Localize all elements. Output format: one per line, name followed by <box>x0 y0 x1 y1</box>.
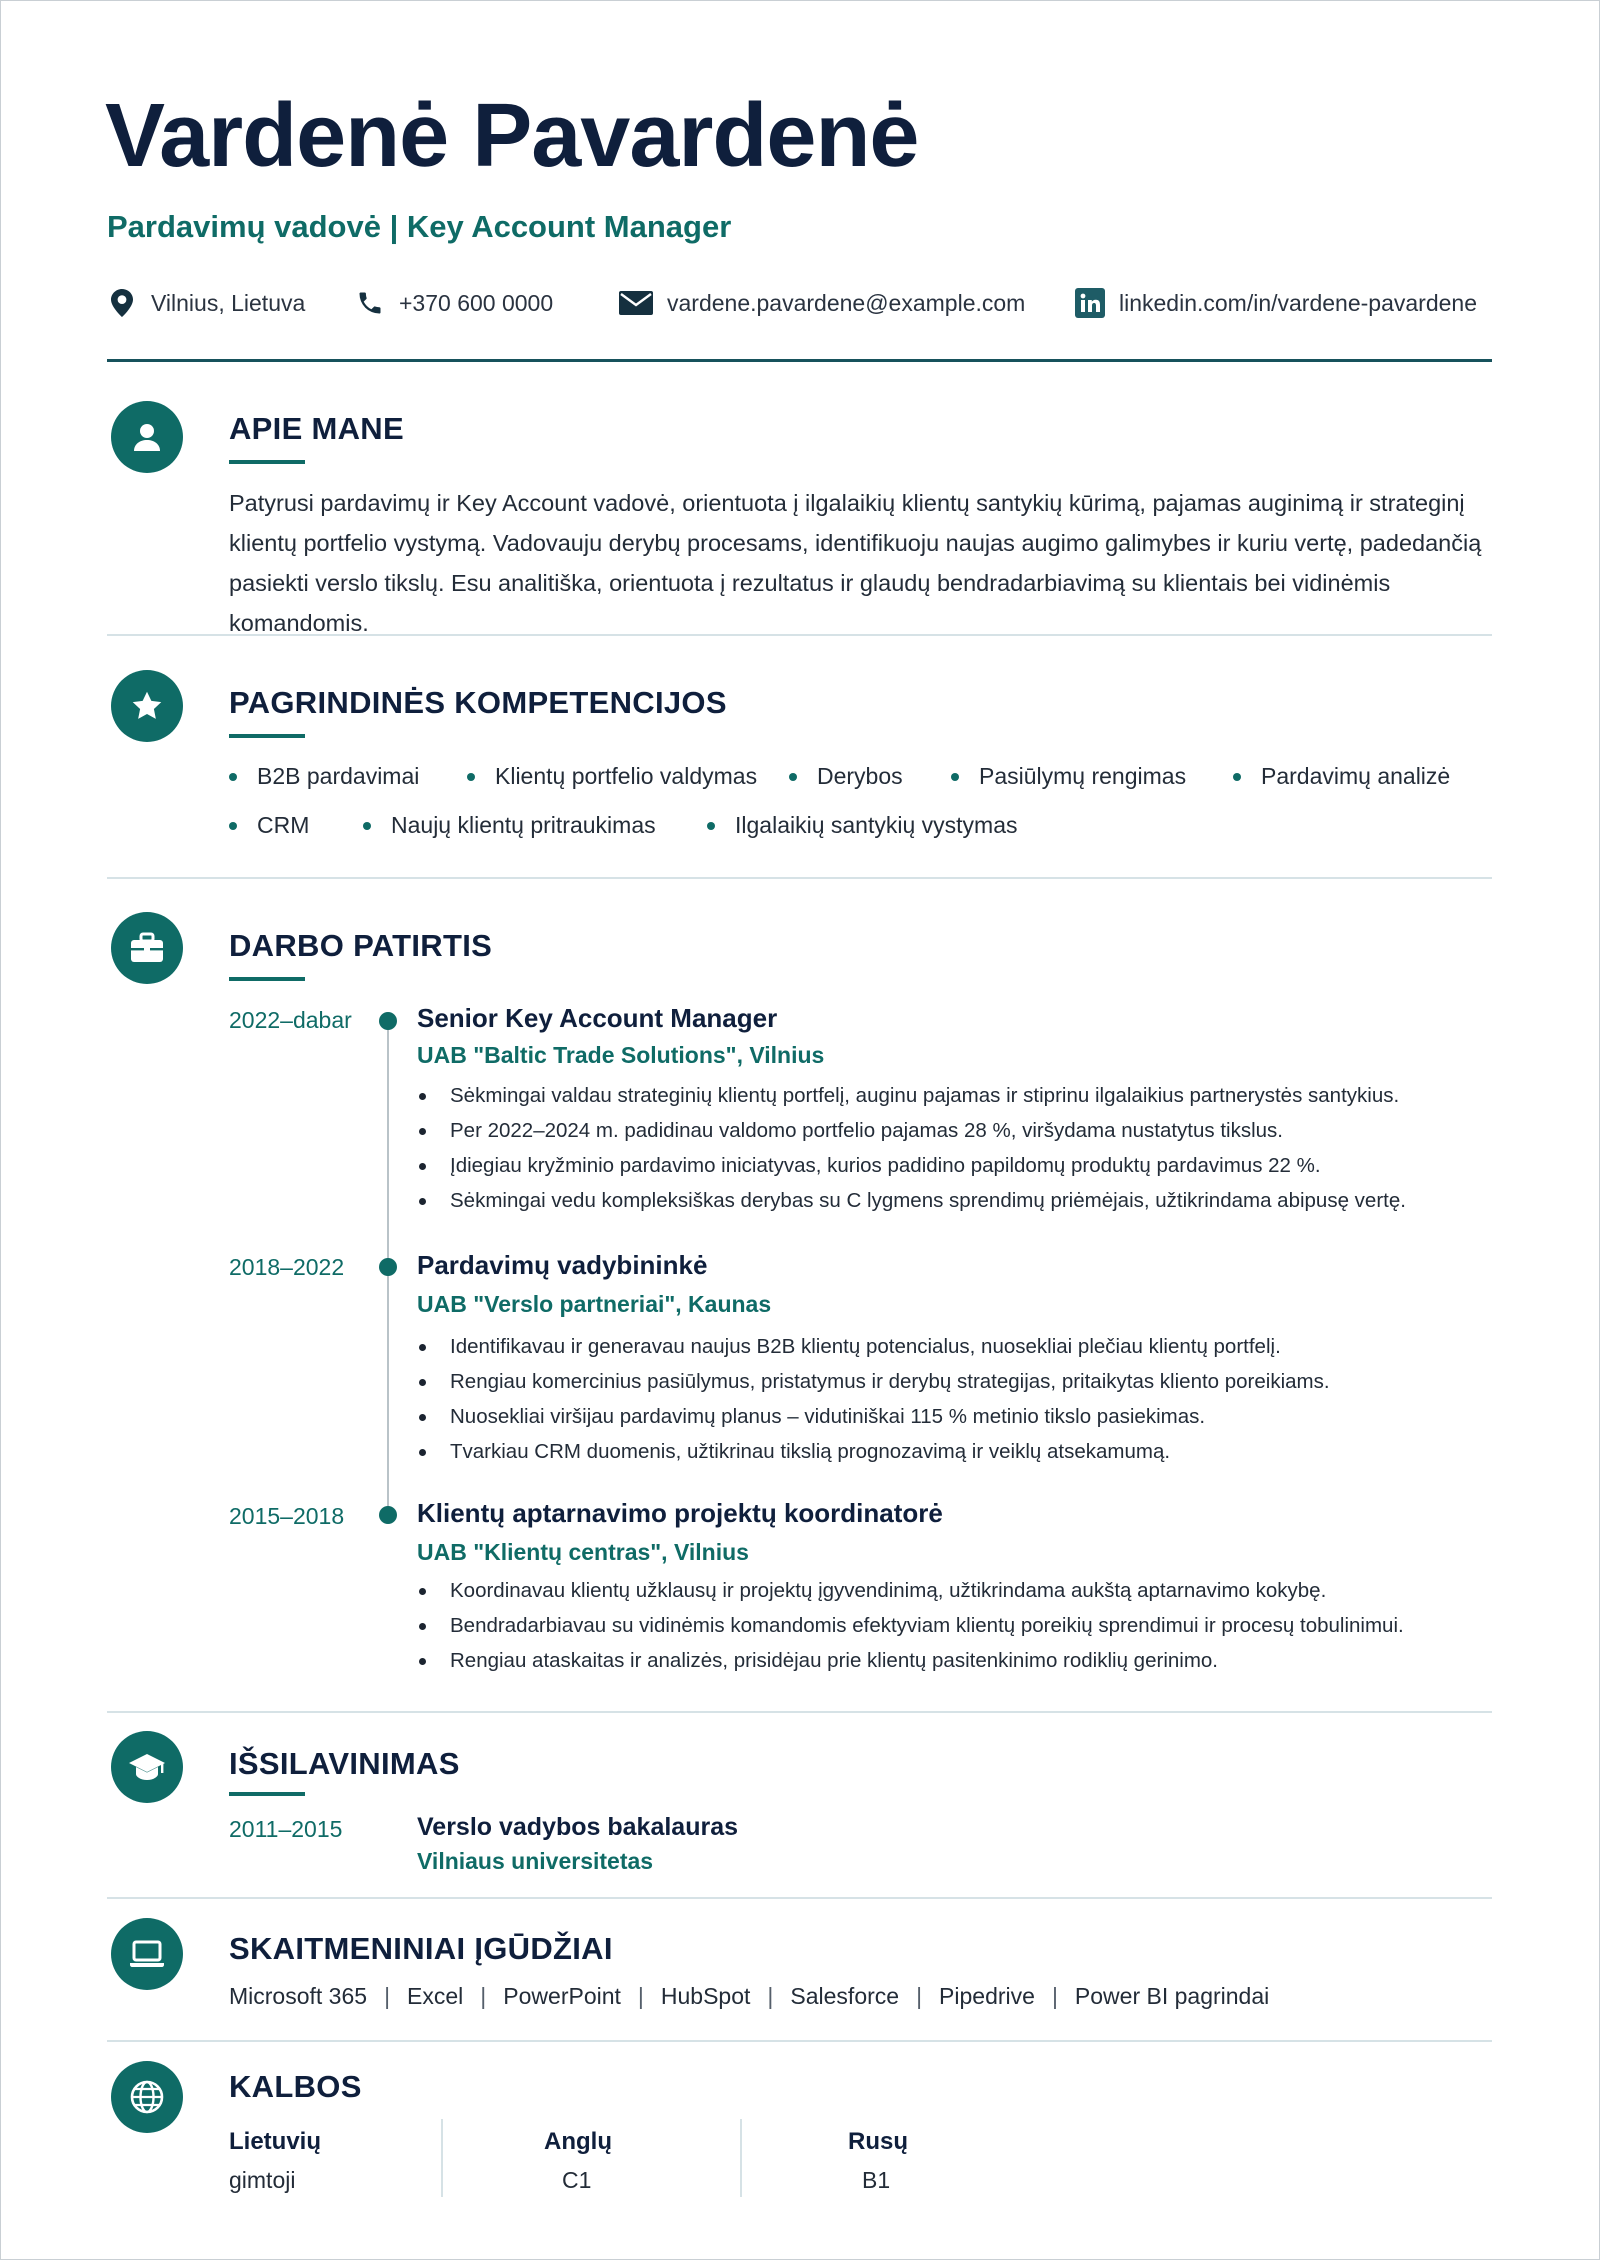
job-bullet: Identifikavau ir generavau naujus B2B klientų potencialus, nuosekliai plečiau klientų portfelį. <box>419 1335 1281 1359</box>
language-divider <box>441 2119 443 2197</box>
job-years: 2022–dabar <box>229 1007 352 1033</box>
language-level: B1 <box>862 2167 891 2193</box>
competency-item: Pardavimų analizė <box>1233 763 1450 790</box>
contact-linkedin-text[interactable]: linkedin.com/in/vardene-pavardene <box>1119 289 1477 316</box>
job-company: UAB "Klientų centras", Vilnius <box>417 1539 749 1565</box>
timeline-dot <box>379 1258 397 1276</box>
language-name: Lietuvių <box>229 2128 322 2155</box>
linkedin-icon <box>1075 288 1105 318</box>
competency-item: Pasiūlymų rengimas <box>951 763 1186 790</box>
contact-phone <box>355 285 553 321</box>
section-title-about: APIE MANE <box>229 411 404 446</box>
skill-item: Pipedrive <box>939 1983 1035 2009</box>
skill-separator: | <box>916 1983 923 2009</box>
candidate-name: Vardenė Pavardenė <box>105 86 919 186</box>
skill-item: HubSpot <box>660 1983 751 2009</box>
location-pin-icon <box>107 288 137 318</box>
skill-item: Excel <box>407 1983 464 2009</box>
job-title: Senior Key Account Manager <box>417 1003 778 1033</box>
contact-linkedin[interactable] <box>1075 285 1477 321</box>
competency-item: Ilgalaikių santykių vystymas <box>707 812 1018 839</box>
contact-email-text[interactable]: vardene.pavardene@example.com <box>667 289 1026 316</box>
skill-item: PowerPoint <box>503 1983 621 2009</box>
contact-location <box>107 285 305 321</box>
section-divider <box>107 634 1492 636</box>
skill-item: Microsoft 365 <box>229 1983 368 2009</box>
skill-separator: | <box>1051 1983 1058 2009</box>
header-divider <box>107 359 1492 362</box>
education-years: 2011–2015 <box>229 1816 343 1842</box>
job-title: Pardavimų vadybininkė <box>417 1250 708 1280</box>
skill-item: Salesforce <box>790 1983 900 2009</box>
education-school: Vilniaus universitetas <box>417 1848 654 1874</box>
job-bullet: Bendradarbiavau su vidinėmis komandomis efektyviam klientų poreikių sprendimui ir procesų tobulinimui. <box>419 1614 1404 1638</box>
section-title-languages: KALBOS <box>229 2069 362 2104</box>
section-underline <box>229 977 305 981</box>
section-title-digital-skills: SKAITMENINIAI ĮGŪDŽIAI <box>229 1931 613 1966</box>
timeline-dot <box>379 1012 397 1030</box>
job-bullet: Sėkmingai valdau strateginių klientų portfelį, auginu pajamas ir stiprinu ilgalaikius partnerystės santykius. <box>419 1084 1399 1108</box>
skill-separator: | <box>637 1983 644 2009</box>
section-underline <box>229 460 305 464</box>
job-bullet: Rengiau komercinius pasiūlymus, pristatymus ir derybų strategijas, pritaikytas kliento poreikiams. <box>419 1370 1330 1394</box>
skill-item: Power BI pagrindai <box>1074 1983 1270 2009</box>
job-years: 2018–2022 <box>229 1254 345 1280</box>
globe-icon <box>111 2061 183 2133</box>
graduation-cap-icon <box>111 1731 183 1803</box>
contact-email[interactable] <box>619 285 1025 321</box>
section-divider <box>107 877 1492 879</box>
section-title-education: IŠSILAVINIMAS <box>229 1746 460 1781</box>
competency-item: Klientų portfelio valdymas <box>467 763 757 790</box>
language-name: Anglų <box>544 2128 612 2155</box>
phone-icon <box>355 288 385 318</box>
job-bullet: Koordinavau klientų užklausų ir projektų įgyvendinimą, užtikrindama aukštą aptarnavimo kokybę. <box>419 1579 1326 1603</box>
laptop-icon <box>111 1918 183 1990</box>
competency-item: B2B pardavimai <box>229 763 419 790</box>
competency-item: Naujų klientų pritraukimas <box>363 812 656 839</box>
job-bullet: Tvarkiau CRM duomenis, užtikrinau tikslią prognozavimą ir veiklų atsekamumą. <box>419 1440 1170 1464</box>
skill-separator: | <box>384 1983 391 2009</box>
job-title: Klientų aptarnavimo projektų koordinatorė <box>417 1498 943 1528</box>
user-icon <box>111 401 183 473</box>
job-bullet: Įdiegiau kryžminio pardavimo iniciatyvas, kurios padidino papildomų produktų pardavimus 22 %. <box>419 1154 1321 1178</box>
job-company: UAB "Baltic Trade Solutions", Vilnius <box>417 1042 825 1068</box>
skill-separator: | <box>480 1983 487 2009</box>
competency-item: CRM <box>229 812 309 839</box>
contact-phone-text: +370 600 0000 <box>399 289 554 316</box>
section-divider <box>107 1897 1492 1899</box>
job-company: UAB "Verslo partneriai", Kaunas <box>417 1291 772 1317</box>
timeline-dot <box>379 1506 397 1524</box>
section-title-experience: DARBO PATIRTIS <box>229 928 493 963</box>
star-icon <box>111 670 183 742</box>
language-level: C1 <box>562 2167 592 2193</box>
briefcase-icon <box>111 912 183 984</box>
email-icon <box>619 288 653 318</box>
section-divider <box>107 2040 1492 2042</box>
competency-item: Derybos <box>789 763 903 790</box>
education-degree: Verslo vadybos bakalauras <box>417 1813 739 1841</box>
section-title-competencies: PAGRINDINĖS KOMPETENCIJOS <box>229 685 727 720</box>
section-divider <box>107 1711 1492 1713</box>
skill-separator: | <box>767 1983 774 2009</box>
language-divider <box>740 2119 742 2197</box>
job-bullet: Sėkmingai vedu kompleksiškas derybas su C lygmens sprendimų priėmėjais, užtikrindama abipusę vertę. <box>419 1189 1406 1213</box>
job-bullet: Rengiau ataskaitas ir analizės, prisidėjau prie klientų pasitenkinimo rodiklių gerinimo. <box>419 1649 1218 1673</box>
section-underline <box>229 1792 305 1796</box>
contact-location-text: Vilnius, Lietuva <box>151 289 306 316</box>
job-bullet: Per 2022–2024 m. padidinau valdomo portfelio pajamas 28 %, viršydama nustatytus tikslus. <box>419 1119 1283 1143</box>
digital-skills-list <box>229 1983 1269 2010</box>
section-underline <box>229 734 305 738</box>
about-text: Patyrusi pardavimų ir Key Account vadovė, orientuota į ilgalaikių klientų santykių kūrimą, pajamas auginimą ir strateginį klientų portfelio vystymą. Vadovauju derybų procesams, identifikuoju naujas augimo galimybes ir kuriu vertę, padedančią pasiekti verslo tikslų. Esu analitiška, orientuota į rezultatus ir glaudų bendradarbiavimą su klientais bei vidinėmis komandomis. <box>229 490 1482 636</box>
language-level: gimtoji <box>229 2167 296 2193</box>
language-name: Rusų <box>848 2128 908 2155</box>
job-bullet: Nuosekliai viršijau pardavimų planus – vidutiniškai 115 % metinio tikslo pasiekimas. <box>419 1405 1205 1429</box>
candidate-role: Pardavimų vadovė | Key Account Manager <box>107 209 732 244</box>
job-years: 2015–2018 <box>229 1503 345 1529</box>
